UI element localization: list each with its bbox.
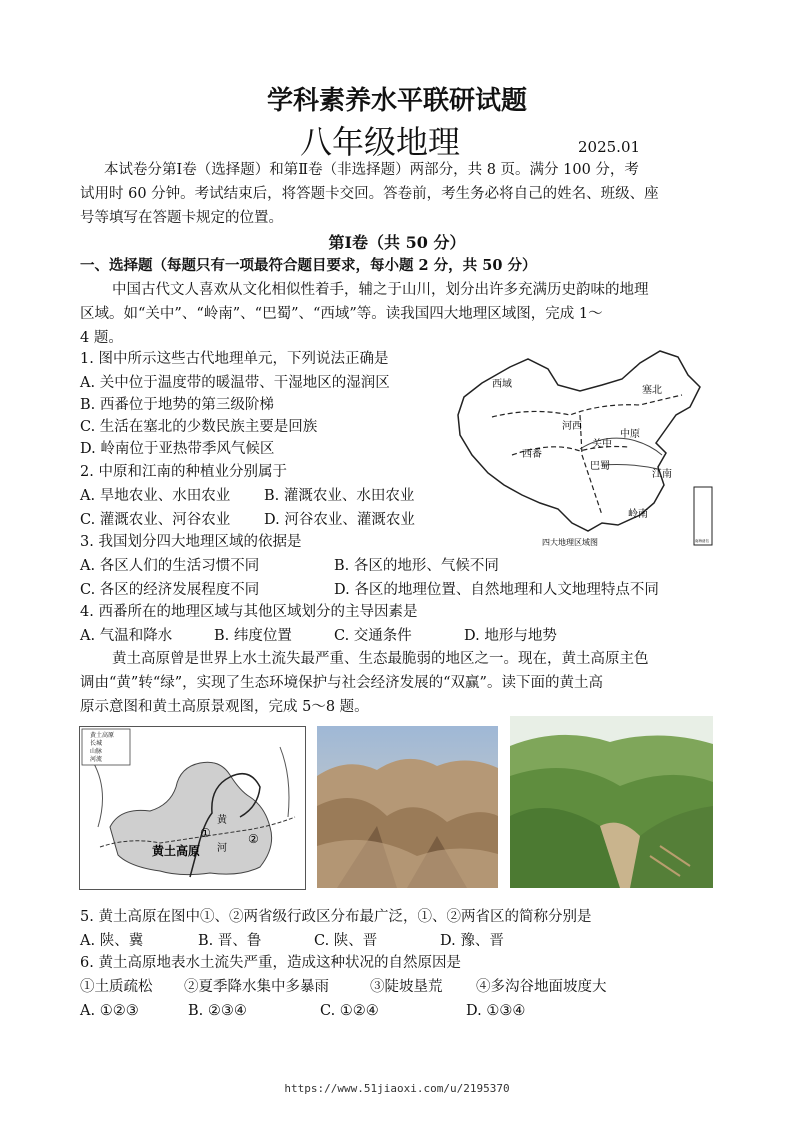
q3-option-a: A. 各区人们的生活习惯不同 [80, 558, 260, 574]
q5-option-c: C. 陕、晋 [314, 933, 378, 949]
passage2-line-3: 原示意图和黄土高原景观图，完成 5～8 题。 [80, 699, 369, 715]
label-hexi: 河西 [562, 421, 582, 432]
q4-stem: 4. 西番所在的地理区域与其他区域划分的主导因素是 [80, 604, 418, 620]
q1-stem: 1. 图中所示这些古代地理单元，下列说法正确是 [80, 351, 389, 367]
q6-factor-4: ④多沟谷地面坡度大 [476, 979, 607, 995]
legend-3: 山脉 [90, 748, 103, 755]
q6-factor-2: ②夏季降水集中多暴雨 [184, 979, 329, 995]
q4-option-c: C. 交通条件 [334, 628, 412, 644]
q6-option-b: B. ②③④ [188, 1003, 247, 1019]
label-jiangnan: 江南 [652, 469, 672, 480]
q3-option-c: C. 各区的经济发展程度不同 [80, 582, 260, 598]
q3-stem: 3. 我国划分四大地理区域的依据是 [80, 534, 302, 550]
legend-1: 黄土高原 [90, 732, 115, 739]
q6-stem: 6. 黄土高原地表水土流失严重，造成这种状况的自然原因是 [80, 955, 461, 971]
passage2-line-1: 黄土高原曾是世界上水土流失最严重、生态最脆弱的地区之一。现在，黄土高原主色 [112, 651, 649, 667]
q4-option-b: B. 纬度位置 [214, 628, 292, 644]
q5-stem: 5. 黄土高原在图中①、②两省级行政区分布最广泛，①、②两省区的简称分别是 [80, 909, 592, 925]
section-title: 第Ⅰ卷（共 50 分） [328, 233, 466, 252]
footer-url[interactable]: https://www.51jiaoxi.com/u/2195370 [284, 1082, 510, 1095]
exam-title: 学科素养水平联研试题 [266, 86, 527, 116]
loess-photo-green [510, 716, 713, 888]
q5-option-d: D. 豫、晋 [440, 933, 504, 949]
passage1-line-3: 4 题。 [80, 330, 123, 346]
label-xifan: 西番 [522, 449, 542, 460]
q1-option-d: D. 岭南位于亚热带季风气候区 [80, 441, 275, 457]
q6-option-a: A. ①②③ [80, 1003, 139, 1019]
q3-option-b: B. 各区的地形、气候不同 [334, 558, 499, 574]
q5-option-b: B. 晋、鲁 [198, 933, 262, 949]
q2-stem: 2. 中原和江南的种植业分别属于 [80, 464, 287, 480]
exam-date: 2025.01 [578, 138, 641, 156]
region-label: 黄土高原 [152, 844, 201, 858]
loess-photo-barren [317, 726, 498, 888]
q5-option-a: A. 陕、冀 [80, 933, 144, 949]
q6-factor-3: ③陡坡垦荒 [370, 979, 443, 995]
label-xiyu: 西域 [492, 379, 512, 390]
label-saibei: 塞北 [642, 385, 662, 396]
q6-factor-1: ①土质疏松 [80, 979, 153, 995]
label-bashu: 巴蜀 [590, 461, 610, 472]
china-regions-map [452, 345, 714, 550]
mark-1: ① [200, 826, 211, 840]
intro-line-2: 试用时 60 分钟。考试结束后，将答题卡交回。答卷前，考生务必将自己的姓名、班级、座 [80, 186, 659, 202]
q1-option-c: C. 生活在塞北的少数民族主要是回族 [80, 419, 318, 435]
q2-option-c: C. 灌溉农业、河谷农业 [80, 512, 231, 528]
q4-option-d: D. 地形与地势 [464, 628, 557, 644]
mark-2: ② [248, 832, 259, 846]
loess-plateau-map [79, 726, 306, 890]
q2-option-a: A. 旱地农业、水田农业 [80, 488, 231, 504]
intro-line-3: 号等填写在答题卡规定的位置。 [80, 210, 283, 226]
subject-title: 八年级地理 [300, 123, 461, 161]
river-label-1: 黄 [217, 815, 227, 826]
label-lingnan: 岭南 [628, 509, 648, 520]
q6-option-d: D. ①③④ [466, 1003, 526, 1019]
q1-option-b: B. 西番位于地势的第三级阶梯 [80, 397, 274, 413]
section-heading: 一、选择题（每题只有一项最符合题目要求，每小题 2 分，共 50 分） [80, 257, 537, 274]
passage1-line-2: 区域。如“关中”、“岭南”、“巴蜀”、“西域”等。读我国四大地理区域图，完成 1～ [80, 306, 603, 322]
river-label-2: 河 [217, 843, 227, 854]
label-guanzhong: 关中 [592, 439, 612, 450]
q6-option-c: C. ①②④ [320, 1003, 379, 1019]
q2-option-d: D. 河谷农业、灌溉农业 [264, 512, 415, 528]
label-zhongyuan: 中原 [620, 429, 640, 440]
passage1-line-1: 中国古代文人喜欢从文化相似性着手，辅之于山川，划分出许多充满历史韵味的地理 [112, 282, 649, 298]
q3-option-d: D. 各区的地理位置、自然地理和人文地理特点不同 [334, 582, 659, 598]
inset-label: 南海诸岛 [695, 539, 709, 543]
q1-option-a: A. 关中位于温度带的暖温带、干湿地区的湿润区 [80, 375, 390, 391]
map1-caption: 四大地理区域图 [542, 538, 598, 547]
legend-2: 长城 [90, 740, 103, 747]
q2-option-b: B. 灌溉农业、水田农业 [264, 488, 415, 504]
legend-4: 河流 [90, 756, 103, 763]
q4-option-a: A. 气温和降水 [80, 628, 173, 644]
passage2-line-2: 调由“黄”转“绿”，实现了生态环境保护与社会经济发展的“双赢”。读下面的黄土高 [80, 675, 603, 691]
intro-line-1: 本试卷分第Ⅰ卷（选择题）和第Ⅱ卷（非选择题）两部分，共 8 页。满分 100 分，考 [104, 162, 639, 178]
